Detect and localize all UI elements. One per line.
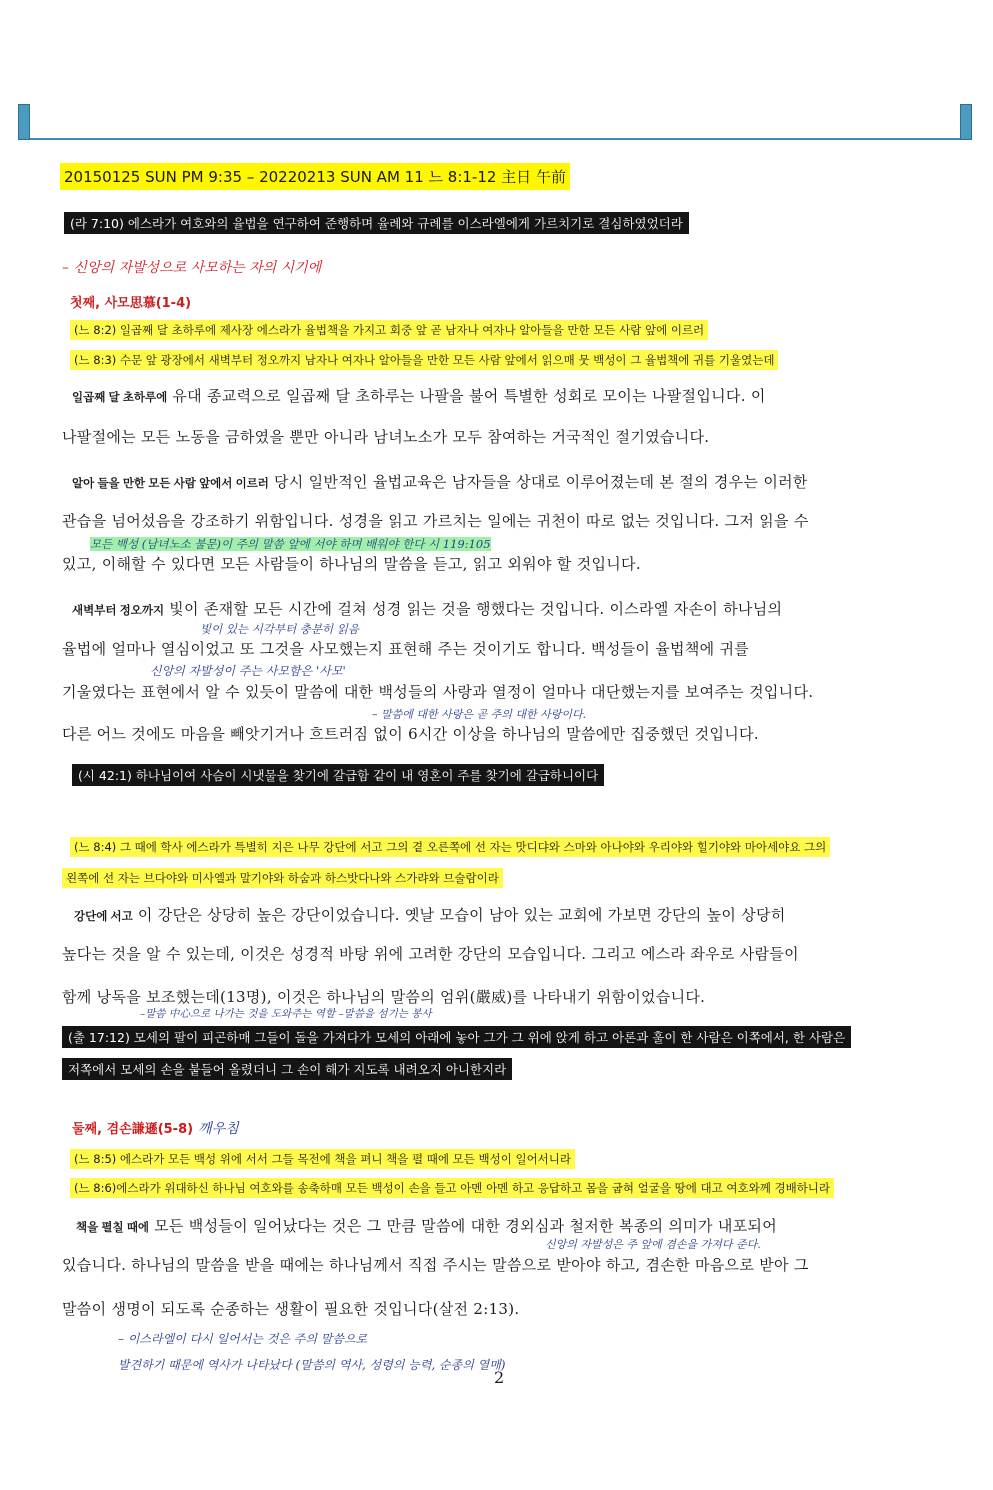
para5-line3: 말씀이 생명이 되도록 순종하는 생활이 필요한 것입니다(살전 2:13).: [62, 1300, 520, 1318]
para1-text1: 유대 종교력으로 일곱째 달 초하루는 나팔을 불어 특별한 성회로 모이는 나팔절입니다. 이: [172, 387, 766, 405]
para2-line2: 관습을 넘어섰음을 강조하기 위함입니다. 성경을 읽고 가르치는 일에는 귀천이 따로 없는 것입니다. 그저 읽을 수: [62, 512, 809, 530]
section2-heading-note: 깨우침: [198, 1121, 239, 1137]
verse-neh-8-6: (느 8:6)에스라가 위대하신 하나님 여호와를 송축하매 모든 백성이 손을 들고 아멘 아멘 하고 응답하고 몸을 굽혀 얼굴을 땅에 대고 여호와께 경배하니라: [70, 1178, 834, 1198]
handwritten-note-p2-text: 모든 백성 (남녀노소 불문)이 주의 말씀 앞에 서야 하며 배워야 한다 시 119:105: [90, 537, 491, 551]
para4-lead: 강단에 서고: [74, 911, 133, 923]
verse-neh-8-4-line1: (느 8:4) 그 때에 학사 에스라가 특별히 지은 나무 강단에 서고 그의 곁 오른쪽에 선 자는 맛디댜와 스마와 아나야와 우리야와 힐기야와 마아세야요 그의: [70, 837, 830, 857]
para1-line2: 나팔절에는 모든 노동을 금하였을 뿐만 아니라 남녀노소가 모두 참여하는 거국적인 절기였습니다.: [62, 428, 710, 446]
verse-neh-8-3: (느 8:3) 수문 앞 광장에서 새벽부터 정오까지 남자나 여자나 알아들을 만한 모든 사람 앞에서 읽으매 뭇 백성이 그 율법책에 귀를 기울였는데: [70, 350, 778, 370]
handwritten-note-p3a: 빛이 있는 시각부터 충분히 읽음: [200, 622, 360, 636]
handwritten-note-bottom1: – 이스라엘이 다시 일어서는 것은 주의 말씀으로: [118, 1332, 368, 1346]
section2-heading-row: [72, 1118, 239, 1138]
para4-line2: 높다는 것을 알 수 있는데, 이것은 성경적 바탕 위에 고려한 강단의 모습입니다. 그리고 에스라 좌우로 사람들이: [62, 945, 799, 963]
para2-line1: [72, 472, 808, 491]
para3-line4: 다른 어느 것에도 마음을 빼앗기거나 흐트러짐 없이 6시간 이상을 하나님의 말씀에만 집중했던 것입니다.: [62, 725, 759, 743]
handwritten-note-p3c: – 말씀에 대한 사랑은 곧 주의 대한 사랑이다.: [372, 708, 587, 721]
page-number: 2: [494, 1368, 505, 1387]
para3-text1: 빛이 존재할 모든 시간에 걸쳐 성경 읽는 것을 행했다는 것입니다. 이스라엘 자손이 하나님의: [169, 600, 783, 618]
para4-line1: [74, 905, 786, 924]
para2-text1: 당시 일반적인 율법교육은 남자들을 상대로 이루어졌는데 본 절의 경우는 이러한: [274, 473, 808, 491]
para4-line3: 함께 낭독을 보조했는데(13명), 이것은 하나님의 말씀의 엄위(嚴威)를 나타내기 위함이었습니다.: [62, 988, 706, 1006]
handwritten-note-p2: [90, 536, 491, 552]
section2-heading: 둘째, 겸손謙遜(5-8): [72, 1122, 194, 1137]
section1-heading: 첫째, 사모思慕(1-4): [70, 296, 192, 311]
handwritten-note-p4: –말씀 中心으로 나가는 것을 도와주는 역할 –말씀을 섬기는 봉사: [140, 1008, 432, 1020]
handwritten-note-p5: 신앙의 자발성은 주 앞에 겸손을 가져다 준다.: [545, 1238, 761, 1251]
para4-text1: 이 강단은 상당히 높은 강단이었습니다. 옛날 모습이 남아 있는 교회에 가보면 강단의 높이 상당히: [137, 906, 786, 924]
para2-lead: 알아 들을 만한 모든 사람 앞에서 이르러: [72, 478, 269, 490]
verse-exodus-17-12-line1: (출 17:12) 모세의 팔이 피곤하매 그들이 돌을 가져다가 모세의 아래에 놓아 그가 그 위에 앉게 하고 아론과 훌이 한 사람은 이쪽에서, 한 사람은: [62, 1026, 851, 1048]
handwritten-note-bottom2: 발견하기 때문에 역사가 나타났다 (말씀의 역사, 성령의 능력, 순종의 열매): [118, 1358, 506, 1372]
verse-neh-8-2: (느 8:2) 일곱째 달 초하루에 제사장 에스라가 율법책을 가지고 회중 앞 곧 남자나 여자나 알아들을 만한 모든 사람 앞에 이르러: [70, 320, 708, 340]
para5-lead: 책을 펼칠 때에: [76, 1222, 150, 1234]
para2-line3: 있고, 이해할 수 있다면 모든 사람들이 하나님의 말씀을 듣고, 읽고 외워야 할 것입니다.: [62, 555, 641, 573]
para1-line1: [72, 386, 766, 405]
para3-line2: 율법에 얼마나 열심이었고 또 그것을 사모했는지 표현해 주는 것이기도 합니다. 백성들이 율법책에 귀를: [62, 640, 750, 658]
para5-text1: 모든 백성들이 일어났다는 것은 그 만큼 말씀에 대한 경외심과 철저한 복종의 의미가 내포되어: [154, 1217, 777, 1235]
para3-line3: 기울였다는 표현에서 알 수 있듯이 말씀에 대한 백성들의 사랑과 열정이 얼마나 대단했는지를 보여주는 것입니다.: [62, 683, 814, 701]
para1-lead: 일곱째 달 초하루에: [72, 392, 168, 404]
header-rule: [20, 138, 970, 140]
para3-line1: [72, 599, 782, 618]
handwritten-note-p3b: 신앙의 자발성이 주는 사모함은 '사모': [150, 664, 346, 678]
verse-neh-8-5: (느 8:5) 에스라가 모든 백성 위에 서서 그들 목전에 책을 펴니 책을 펼 때에 모든 백성이 일어서니라: [70, 1149, 575, 1169]
header-tab-right: [960, 104, 972, 140]
verse-ezra: (라 7:10) 에스라가 여호와의 율법을 연구하여 준행하며 율례와 규례를 이스라엘에게 가르치기로 결심하였었더라: [64, 212, 689, 234]
verse-exodus-17-12-line2: 저쪽에서 모세의 손을 붙들어 올렸더니 그 손이 해가 지도록 내려오지 아니한지라: [62, 1058, 512, 1080]
para3-lead: 새벽부터 정오까지: [72, 605, 165, 617]
handwritten-note-top: – 신앙의 자발성으로 사모하는 자의 시기에: [62, 260, 322, 276]
header-tab-left: [18, 104, 30, 140]
page-title: 20150125 SUN PM 9:35 – 20220213 SUN AM 11 느 8:1-12 主日 午前: [60, 163, 570, 190]
para5-line2: 있습니다. 하나님의 말씀을 받을 때에는 하나님께서 직접 주시는 말씀으로 받아야 하고, 겸손한 마음으로 받아 그: [62, 1256, 809, 1274]
verse-psalm-42-1: (시 42:1) 하나님이여 사슴이 시냇물을 찾기에 갈급함 같이 내 영혼이 주를 찾기에 갈급하니이다: [72, 764, 604, 786]
para5-line1: [76, 1216, 777, 1235]
verse-neh-8-4-line2: 왼쪽에 선 자는 브다야와 미사엘과 말기야와 하숨과 하스밧다나와 스가랴와 므술람이라: [62, 868, 503, 888]
